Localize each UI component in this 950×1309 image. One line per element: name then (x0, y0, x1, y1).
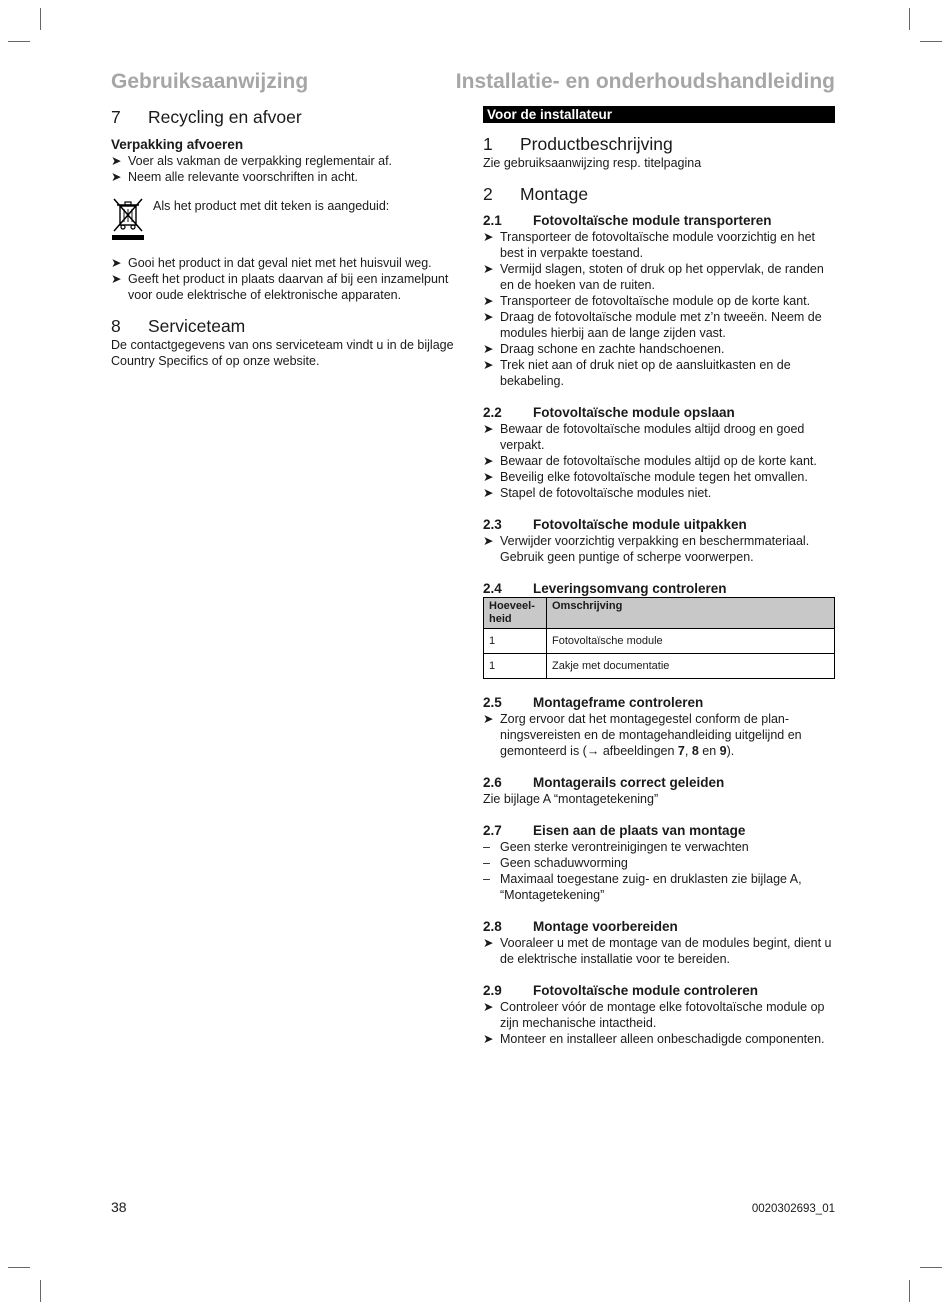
bullet-arrow-icon: ➤ (483, 936, 494, 950)
subsection-2-4-heading: 2.4 Leveringsomvang controleren (483, 581, 727, 596)
section-number: 8 (111, 316, 121, 336)
subsection-2-1-heading: 2.1 Fotovoltaïsche module transporteren (483, 213, 772, 228)
list-item: – Geen sterke verontreinigingen te verwachten (483, 840, 749, 854)
instruction-list (111, 255, 456, 303)
column-header-quantity: Hoeveelheid (484, 598, 547, 629)
delivery-scope-table (483, 597, 835, 679)
section-8-heading (111, 315, 456, 337)
list-item: ➤ Vermijd slagen, stoten of druk op het oppervlak, de randen en de hoeken van de ruiten. (483, 262, 824, 292)
table-cell: Zakje met documentatie (547, 654, 835, 679)
bullet-arrow-icon: ➤ (483, 470, 494, 484)
figure-ref: 9 (719, 744, 727, 758)
bullet-arrow-icon: ➤ (111, 170, 122, 184)
bullet-arrow-icon: ➤ (483, 712, 494, 726)
list-item: ➤ Draag de fotovoltaïsche module met z’n tweeën. Neem de modules hierbij aan de lange zijden vast. (483, 310, 822, 340)
instruction-list (483, 533, 835, 565)
list-item: ➤ Verwijder voorzichtig verpakking en beschermmateriaal. Gebruik geen puntige of scherpe voorwerpen. (483, 534, 810, 564)
table-row (484, 654, 835, 679)
list-item: ➤ Vooraleer u met de montage van de modules begint, dient u de elektrische installatie voor te bereiden. (483, 936, 832, 966)
column-header-description: Omschrijving (547, 598, 835, 629)
instruction-list (483, 935, 835, 967)
list-item: ➤ Neem alle relevante voorschriften in acht. (111, 170, 358, 184)
audience-banner: Voor de installateur (483, 106, 835, 123)
list-item: ➤ Gooi het product in dat geval niet met het huisvuil weg. (111, 256, 432, 270)
table-header-row (484, 598, 835, 629)
subsection-2-2-heading: 2.2 Fotovoltaïsche module opslaan (483, 405, 735, 420)
list-item: ➤ Geeft het product in plaats daarvan af bij een inzamelpunt voor oude elektrische of elektronische apparaten. (111, 272, 449, 302)
bullet-arrow-icon: ➤ (483, 262, 494, 276)
bullet-arrow-icon: ➤ (483, 534, 494, 548)
list-item: ➤ Draag schone en zachte handschoenen. (483, 342, 725, 356)
bullet-arrow-icon: ➤ (483, 342, 494, 356)
list-item: ➤ Transporteer de fotovoltaïsche module op de korte kant. (483, 294, 811, 308)
list-item: ➤ Bewaar de fotovoltaïsche modules altijd op de korte kant. (483, 454, 817, 468)
list-item: ➤ Zorg ervoor dat het montagegestel conform de planningsvereisten en de montagehandleiding uitgelijnd en gemonteerd is (→ afbeeldingen 7, 8 en 9). (483, 712, 802, 758)
instruction-list (111, 153, 456, 185)
section-7-heading (111, 106, 456, 128)
table-row (484, 629, 835, 654)
serviceteam-text: De contactgegevens van ons serviceteam vindt u in de bijlage Country Specifics of op onze website. (111, 338, 454, 368)
instruction-list (483, 999, 835, 1047)
list-item: ➤ Bewaar de fotovoltaïsche modules altijd droog en goed verpakt. (483, 422, 805, 452)
subsection-2-6-text: Zie bijlage A “montagetekening” (483, 792, 659, 806)
bullet-arrow-icon: ➤ (483, 454, 494, 468)
subsection-2-7-heading: 2.7 Eisen aan de plaats van montage (483, 823, 746, 838)
table-cell: 1 (484, 629, 547, 654)
dash-bullet-icon: – (483, 872, 490, 886)
subsection-2-3-heading: 2.3 Fotovoltaïsche module uitpakken (483, 517, 747, 532)
requirement-list (483, 839, 835, 903)
crop-mark (8, 41, 30, 42)
table-cell: Fotovoltaïsche module (547, 629, 835, 654)
list-item: ➤ Monteer en installeer alleen onbeschadigde componenten. (483, 1032, 825, 1046)
crop-mark (920, 1267, 942, 1268)
reference-arrow-icon: → (586, 744, 600, 758)
bullet-arrow-icon: ➤ (483, 310, 494, 324)
dash-bullet-icon: – (483, 856, 490, 870)
list-item: – Maximaal toegestane zuig- en druklasten zie bijlage A, “Montagetekening” (483, 872, 802, 902)
subsection-2-8-heading: 2.8 Montage voorbereiden (483, 919, 678, 934)
bullet-arrow-icon: ➤ (483, 1000, 494, 1014)
subsection-2-6-heading: 2.6 Montagerails correct geleiden (483, 775, 725, 790)
table-cell: 1 (484, 654, 547, 679)
bullet-arrow-icon: ➤ (111, 272, 122, 286)
crop-mark (909, 1280, 910, 1302)
crop-mark (40, 8, 41, 30)
figure-ref: 7 (677, 744, 685, 758)
dash-bullet-icon: – (483, 840, 490, 854)
bullet-arrow-icon: ➤ (111, 154, 122, 168)
bullet-arrow-icon: ➤ (111, 256, 122, 270)
section-title: Serviceteam (148, 316, 246, 336)
crop-mark (920, 41, 942, 42)
section-1-text: Zie gebruiksaanwijzing resp. titelpagina (483, 156, 702, 170)
list-item: ➤ Voer als vakman de verpakking reglementair af. (111, 154, 393, 168)
bullet-arrow-icon: ➤ (483, 422, 494, 436)
list-item: ➤ Transporteer de fotovoltaïsche module voorzichtig en het best in verpakte toestand. (483, 230, 815, 260)
page-number: 38 (111, 1199, 127, 1215)
instruction-list (483, 711, 835, 759)
weee-caption: Als het product met dit teken is aangeduid: (153, 199, 390, 213)
figure-ref: 8 (691, 744, 699, 758)
section-2-heading: 2 Montage (483, 184, 589, 204)
subsection-2-5-heading: 2.5 Montageframe controleren (483, 695, 704, 710)
list-item: – Geen schaduwvorming (483, 856, 628, 870)
crop-mark (8, 1267, 30, 1268)
bullet-arrow-icon: ➤ (483, 1032, 494, 1046)
bullet-arrow-icon: ➤ (483, 358, 494, 372)
running-header-left: Gebruiksaanwijzing (111, 70, 309, 93)
list-item: ➤ Trek niet aan of druk niet op de aansluitkasten en de bekabeling. (483, 358, 791, 388)
crop-mark (40, 1280, 41, 1302)
bullet-arrow-icon: ➤ (483, 294, 494, 308)
list-item: ➤ Beveilig elke fotovoltaïsche module tegen het omvallen. (483, 470, 808, 484)
list-item: ➤ Controleer vóór de montage elke fotovoltaïsche module op zijn mechanische intactheid. (483, 1000, 825, 1030)
bullet-arrow-icon: ➤ (483, 486, 494, 500)
left-column (111, 106, 456, 369)
bullet-arrow-icon: ➤ (483, 230, 494, 244)
section-title: Recycling en afvoer (148, 107, 302, 127)
document-code: 0020302693_01 (751, 1203, 835, 1215)
crop-mark (909, 8, 910, 30)
section-number: 7 (111, 107, 121, 127)
instruction-list (483, 421, 835, 501)
instruction-list (483, 229, 835, 389)
subheading-verpakking: Verpakking afvoeren (111, 137, 244, 152)
right-column (483, 106, 835, 1047)
crossed-out-bin-icon (111, 197, 145, 241)
subsection-2-9-heading: 2.9 Fotovoltaïsche module controleren (483, 983, 759, 998)
weee-notice (111, 197, 456, 241)
running-header-right: Installatie- en onderhoudshandleiding (455, 70, 835, 93)
section-1-heading: 1 Productbeschrijving (483, 134, 673, 154)
list-item: ➤ Stapel de fotovoltaïsche modules niet. (483, 486, 712, 500)
